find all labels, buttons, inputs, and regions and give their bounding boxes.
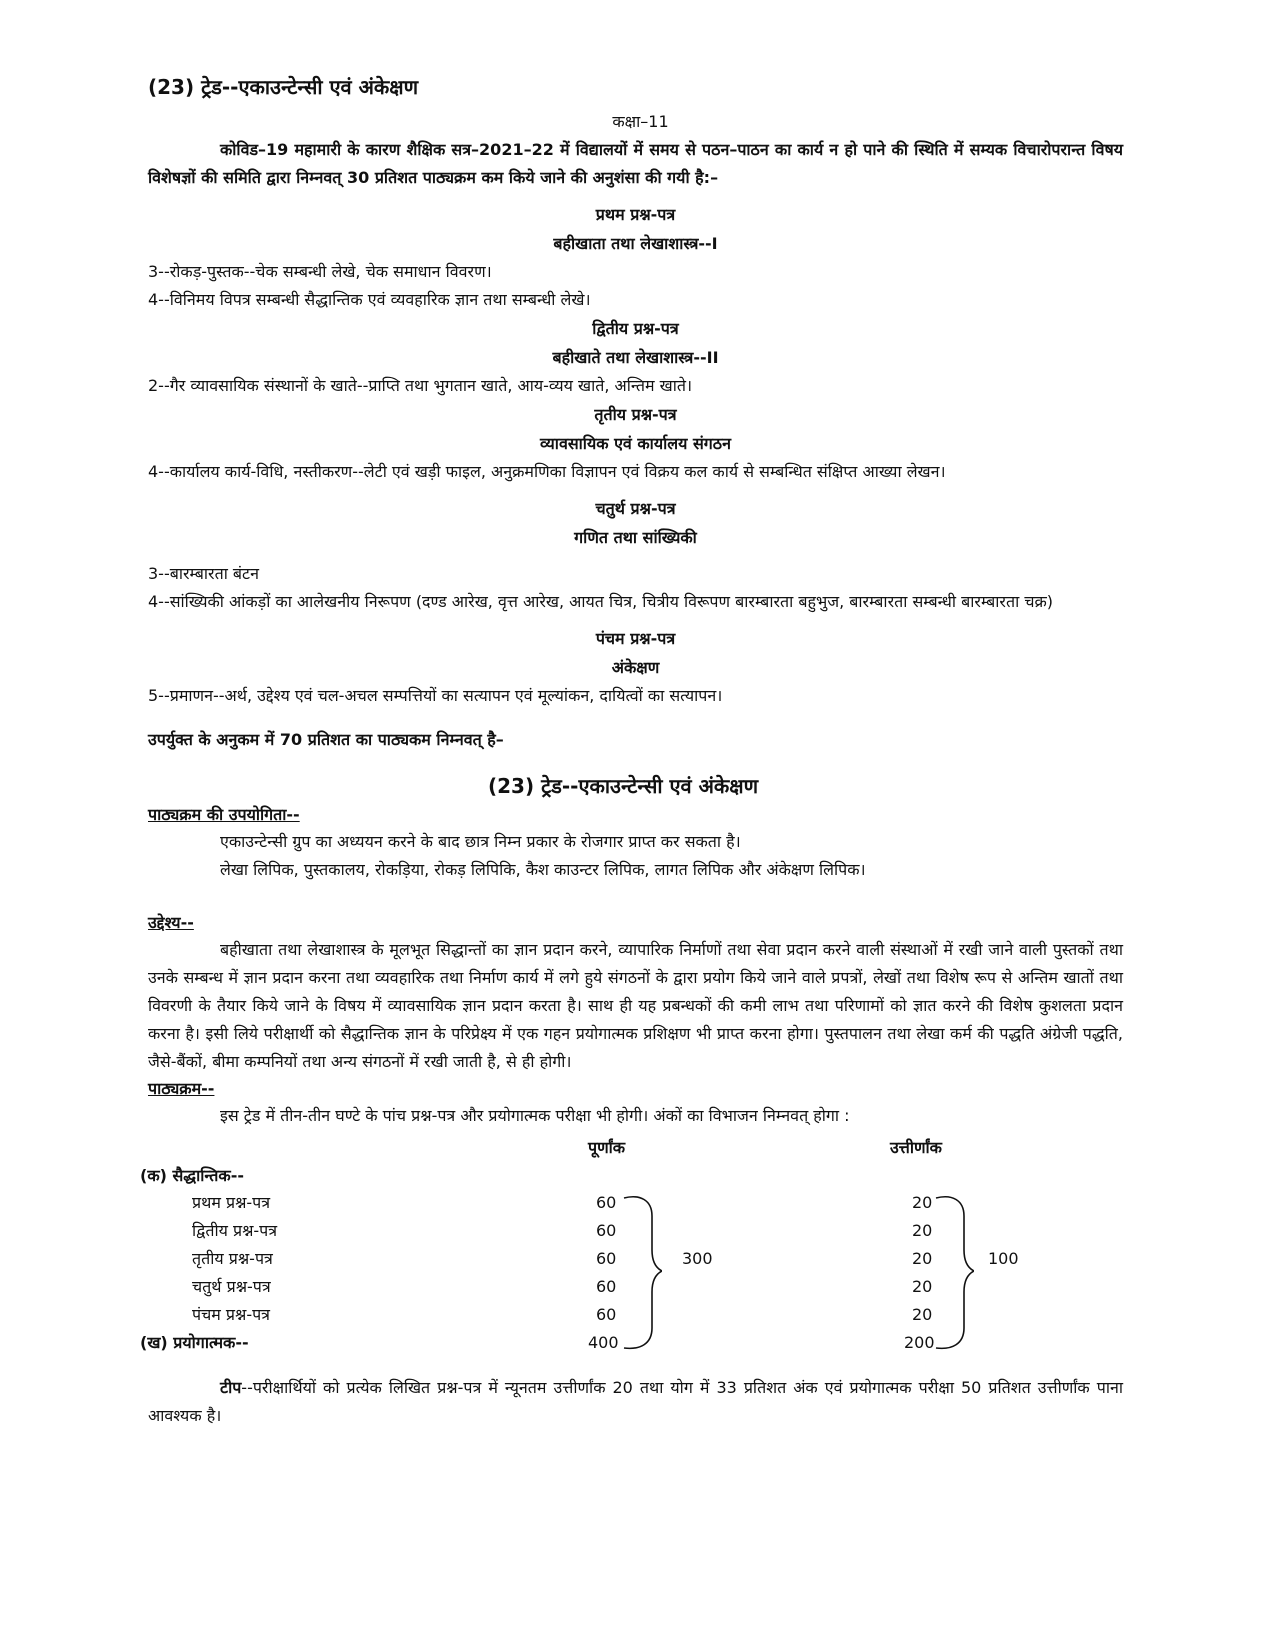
- marks-table: [140, 1134, 1123, 1434]
- paper-3-title: तृतीय प्रश्न-पत्र: [594, 405, 677, 424]
- pass-marks-header: उत्तीर्णांक: [890, 1138, 942, 1157]
- paper-row-name: प्रथम प्रश्न-पत्र: [192, 1193, 271, 1212]
- paper-5-item: 5--प्रमाणन--अर्थ, उद्देश्य एवं चल-अचल सम्पत्तियों का सत्यापन एवं मूल्यांकन, दायित्वों का सत्यापन।: [148, 686, 723, 705]
- utility-heading: पाठ्यक्रम की उपयोगिता--: [148, 805, 300, 824]
- paper-row-pass: 20: [912, 1193, 933, 1212]
- utility-line: लेखा लिपिक, पुस्तकालय, रोकड़िया, रोकड़ लिपिकि, कैश काउन्टर लिपिक, लागत लिपिक और अंकेक्षण लिपिक।: [220, 860, 866, 879]
- practical-label: (ख) प्रयोगात्मक--: [140, 1333, 249, 1352]
- full-marks-header: पूर्णांक: [588, 1138, 626, 1157]
- paper-1-item: 3--रोकड़-पुस्तक--चेक सम्बन्धी लेखे, चेक समाधान विवरण।: [148, 262, 492, 281]
- paper-row-name: चतुर्थ प्रश्न-पत्र: [192, 1277, 271, 1296]
- paper-2-item: 2--गैर व्यावसायिक संस्थानों के खाते--प्राप्ति तथा भुगतान खाते, आय-व्यय खाते, अन्तिम खाते।: [148, 376, 693, 395]
- intro-paragraph: कोविड–19 महामारी के कारण शैक्षिक सत्र–2021–22 में विद्यालयों में समय से पठन–पाठन का कार्य न हो पाने की स्थिति में सम्यक विचारोपरान्त विषय विशेषज्ञों की समिति द्वारा निम्नवत् 30 प्रतिशत पाठ्यक्रम कम किये जाने की अनुशंसा की गयी है:–: [148, 140, 1123, 187]
- class-label: कक्षा–11: [612, 112, 669, 131]
- theory-label: (क) सैद्धान्तिक--: [140, 1166, 244, 1185]
- paper-row-full: 60: [596, 1193, 617, 1212]
- practical-pass: 200: [904, 1333, 935, 1352]
- paper-row-name: पंचम प्रश्न-पत्र: [192, 1305, 271, 1324]
- paper-row-full: 60: [596, 1305, 617, 1324]
- full-marks-brace: [622, 1192, 662, 1352]
- note-text: --परीक्षार्थियों को प्रत्येक लिखित प्रश्न-पत्र में न्यूनतम उत्तीर्णांक 20 तथा योग में 33 प्रतिशत अंक एवं प्रयोगात्मक परीक्षा 50 प्रतिशत उत्तीर्णांक पाना आवश्यक है।: [148, 1378, 1123, 1425]
- paper-row-full: 60: [596, 1277, 617, 1296]
- syllabus-line: इस ट्रेड में तीन-तीन घण्टे के पांच प्रश्न-पत्र और प्रयोगात्मक परीक्षा भी होगी। अंकों का विभाजन निम्नवत् होगा :: [220, 1106, 850, 1125]
- total-full-marks: 300: [682, 1249, 713, 1268]
- paper-1-item: 4--विनिमय विपत्र सम्बन्धी सैद्धान्तिक एवं व्यवहारिक ज्ञान तथा सम्बन्धी लेखे।: [148, 290, 591, 309]
- paper-1-title: प्रथम प्रश्न-पत्र: [595, 205, 676, 224]
- paper-5-title: पंचम प्रश्न-पत्र: [595, 629, 676, 648]
- total-pass-marks: 100: [988, 1249, 1019, 1268]
- paper-row-pass: 20: [912, 1249, 933, 1268]
- objective-paragraph: बहीखाता तथा लेखाशास्त्र के मूलभूत सिद्धान्तों का ज्ञान प्रदान करने, व्यापारिक निर्माणों तथा सेवा प्रदान करने वाली संस्थाओं में रखी जाने वाली पुस्तकों तथा उनके सम्बन्ध में ज्ञान प्रदान करना तथा व्यवहारिक तथा निर्माण कार्य में लगे हुये संगठनों के द्वारा प्रयोग किये जाने वाले प्रपत्रों, लेखों तथा विशेष रूप से अन्तिम खातों तथा विवरणी के तैयार किये जाने के विषय में व्यावसायिक ज्ञान प्रदान करता है। साथ ही यह प्रबन्धकों की कमी लाभ तथा परिणामों को ज्ञात करने की विशेष कुशलता प्रदान करना है। इसी लिये परीक्षार्थी को सैद्धान्तिक ज्ञान के परिप्रेक्ष्य में एक गहन प्रयोगात्मक प्रशिक्षण भी प्राप्त करना होगा। पुस्तपालन तथा लेखा कर्म की पद्धति अंग्रेजी पद्धति, जैसे-बैंकों, बीमा कम्पनियों तथा अन्य संगठनों में रखी जाती है, से ही होगी।: [148, 940, 1123, 1071]
- objective-heading: उद्देश्य--: [148, 913, 194, 932]
- paper-1-subject: बहीखाता तथा लेखाशास्त्र--I: [553, 234, 718, 253]
- second-heading: (23) ट्रेड--एकाउन्टेन्सी एवं अंकेक्षण: [488, 774, 759, 798]
- paper-row-pass: 20: [912, 1277, 933, 1296]
- paper-row-full: 60: [596, 1249, 617, 1268]
- paper-row-name: द्वितीय प्रश्न-पत्र: [192, 1221, 278, 1240]
- paper-4-title: चतुर्थ प्रश्न-पत्र: [595, 499, 676, 518]
- top-heading: (23) ट्रेड--एकाउन्टेन्सी एवं अंकेक्षण: [148, 75, 419, 99]
- paper-4-subject: गणित तथा सांख्यिकी: [574, 528, 697, 547]
- paper-3-item: 4--कार्यालय कार्य-विधि, नस्तीकरण--लेटी एवं खड़ी फाइल, अनुक्रमणिका विज्ञापन एवं विक्रय कल कार्य से सम्बन्धित संक्षिप्त आख्या लेखन।: [148, 462, 946, 481]
- pass-marks-brace: [934, 1192, 974, 1352]
- paper-4-item: 3--बारम्बारता बंटन: [148, 564, 260, 583]
- practical-full: 400: [588, 1333, 619, 1352]
- paper-4-item: 4--सांख्यिकी आंकड़ों का आलेखनीय निरूपण (दण्ड आरेख, वृत्त आरेख, आयत चित्र, चित्रीय विरूपण बारम्बारता बहुभुज, बारम्बारता सम्बन्धी बारम्बारता चक्र): [148, 592, 1054, 611]
- seventy-percent-line: उपर्युक्त के अनुकम में 70 प्रतिशत का पाठ्यकम निम्नवत् है–: [148, 730, 504, 749]
- paper-row-full: 60: [596, 1221, 617, 1240]
- paper-2-title: द्वितीय प्रश्न-पत्र: [592, 319, 679, 338]
- paper-row-name: तृतीय प्रश्न-पत्र: [192, 1249, 273, 1268]
- paper-5-subject: अंकेक्षण: [611, 658, 660, 677]
- document-page: [140, 72, 1123, 1430]
- syllabus-heading: पाठ्यक्रम--: [148, 1079, 215, 1098]
- paper-3-subject: व्यावसायिक एवं कार्यालय संगठन: [540, 434, 731, 453]
- note-bold-prefix: टीप: [220, 1378, 242, 1397]
- paper-row-pass: 20: [912, 1221, 933, 1240]
- paper-row-pass: 20: [912, 1305, 933, 1324]
- utility-line: एकाउन्टेन्सी ग्रुप का अध्ययन करने के बाद छात्र निम्न प्रकार के रोजगार प्राप्त कर सकता है।: [220, 832, 741, 851]
- paper-2-subject: बहीखाते तथा लेखाशास्त्र--II: [552, 348, 719, 367]
